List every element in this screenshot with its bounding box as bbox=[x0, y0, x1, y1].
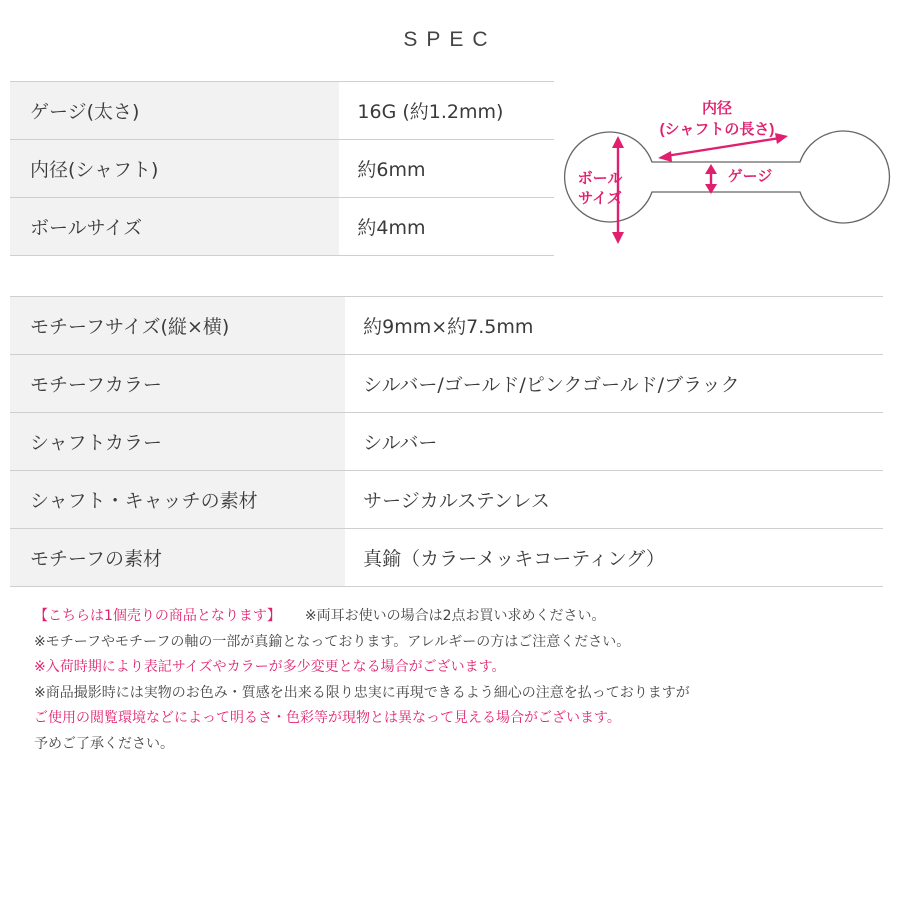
spec-label: ボールサイズ bbox=[10, 198, 339, 256]
page-title: SPEC bbox=[403, 28, 497, 51]
brass-note: ※モチーフやモチーフの軸の一部が真鍮となっております。アレルギーの方はご注意ください。 bbox=[34, 633, 631, 650]
shaft-length-label: (シャフトの長さ) bbox=[659, 121, 775, 138]
photo-note: ※商品撮影時には実物のお色み・質感を出来る限り忠実に再現できるよう細心の注意を払っておりますが bbox=[34, 684, 690, 701]
notes-line bbox=[34, 604, 884, 630]
spec-label: ゲージ(太さ) bbox=[10, 82, 339, 140]
spec-value: 約9mm×約7.5mm bbox=[363, 316, 534, 338]
spec-value: 16G (約1.2mm) bbox=[357, 101, 504, 123]
spec-table-basic bbox=[10, 81, 554, 256]
spec-value: サージカルステンレス bbox=[363, 490, 550, 512]
notes-section bbox=[34, 604, 884, 757]
table-row bbox=[10, 297, 883, 355]
table-row bbox=[10, 471, 883, 529]
ball-size-label-2: サイズ bbox=[578, 190, 622, 207]
spec-table-motif bbox=[10, 296, 883, 587]
table-row bbox=[10, 413, 883, 471]
closing-note: 予めご了承ください。 bbox=[34, 735, 174, 752]
stock-change-note: ※入荷時期により表記サイズやカラーが多少変更となる場合がございます。 bbox=[34, 659, 506, 675]
table-row bbox=[10, 529, 883, 587]
table-row bbox=[10, 140, 554, 198]
spec-label: シャフト・キャッチの素材 bbox=[10, 471, 345, 529]
gauge-label: ゲージ bbox=[727, 168, 773, 185]
display-environment-note: ご使用の閲覧環境などによって明るさ・色彩等が現物とは異なって見える場合がございます。 bbox=[34, 710, 621, 726]
spec-value: 約4mm bbox=[357, 217, 426, 239]
single-item-notice: 【こちらは1個売りの商品となります】 bbox=[34, 608, 281, 624]
spec-label: モチーフサイズ(縦×横) bbox=[10, 297, 345, 355]
spec-value: シルバー/ゴールド/ピンクゴールド/ブラック bbox=[363, 374, 740, 396]
barbell-diagram bbox=[562, 92, 892, 252]
spec-label: モチーフの素材 bbox=[10, 529, 345, 587]
spec-label: シャフトカラー bbox=[10, 413, 345, 471]
spec-label: 内径(シャフト) bbox=[10, 140, 339, 198]
spec-value: 真鍮（カラーメッキコーティング） bbox=[363, 548, 665, 570]
spec-value: 約6mm bbox=[357, 159, 426, 181]
pair-purchase-note: ※両耳お使いの場合は2点お買い求めください。 bbox=[304, 608, 606, 624]
spec-label: モチーフカラー bbox=[10, 355, 345, 413]
inner-diameter-label: 内径 bbox=[701, 100, 733, 117]
table-row bbox=[10, 355, 883, 413]
spec-value: シルバー bbox=[363, 432, 438, 454]
table-row bbox=[10, 82, 554, 140]
table-row bbox=[10, 198, 554, 256]
ball-size-label-1: ボール bbox=[577, 170, 623, 187]
